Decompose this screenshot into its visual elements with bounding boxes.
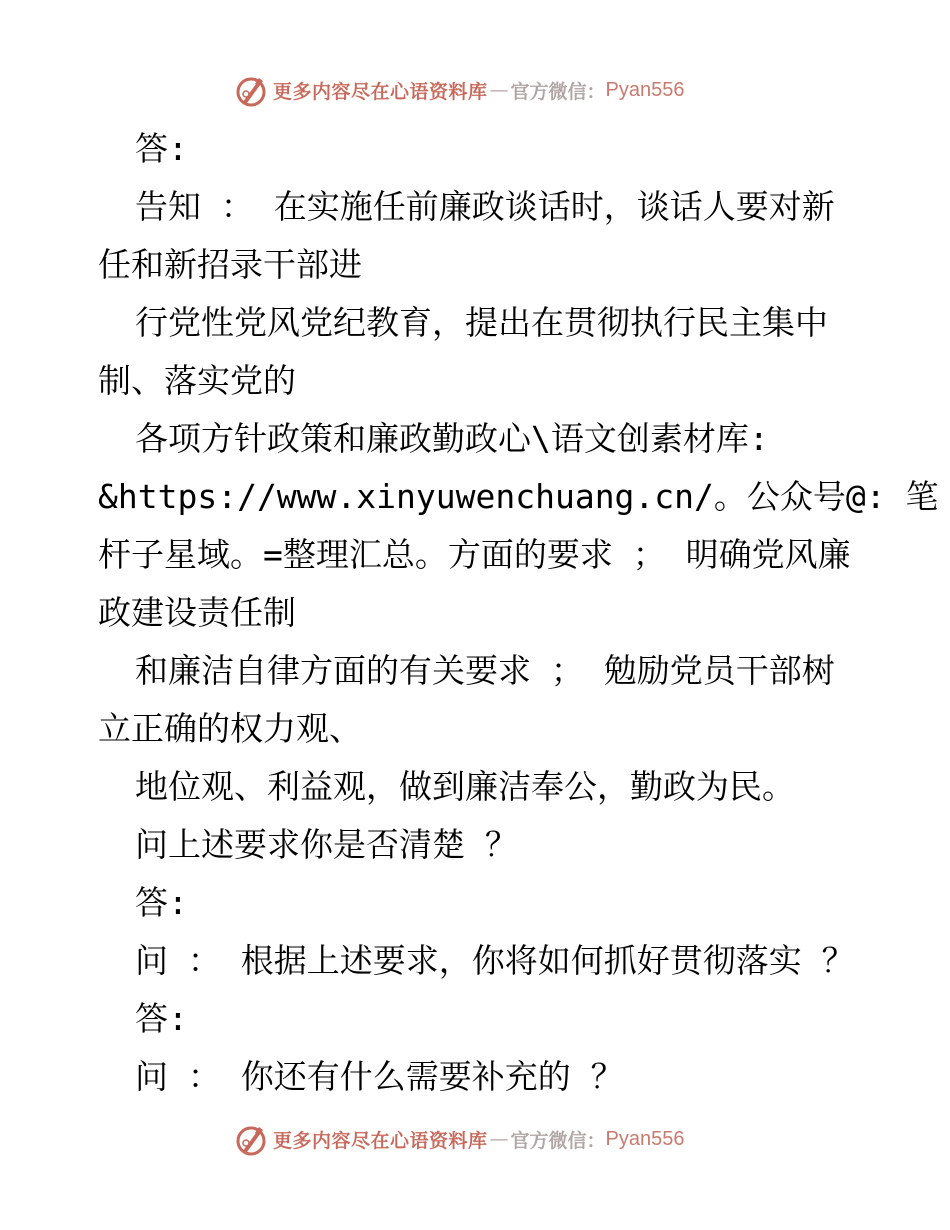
footer-banner [233, 1121, 685, 1157]
quill-pen-logo-icon [233, 72, 269, 108]
body-line: 立正确的权力观、 [98, 709, 362, 748]
body-line: 和廉洁自律方面的有关要求 ； 勉励党员干部树 [135, 651, 835, 690]
body-line: 地位观、利益观，做到廉洁奉公，勤政为民。 [135, 767, 795, 806]
body-line: 行党性党风党纪教育，提出在贯彻执行民主集中 [135, 303, 828, 342]
footer-wechat-id: Pyan556 [605, 1127, 685, 1150]
body-line: 问上述要求你是否清楚 ？ [135, 825, 518, 864]
body-line: 答: [135, 883, 188, 922]
footer-site-text: 更多内容尽在心语资料库 [273, 1129, 488, 1152]
body-line: 问 ： 根据上述要求，你将如何抓好贯彻落实 ？ [135, 941, 855, 980]
document-body [98, 120, 939, 1106]
body-line: 答: [135, 999, 188, 1038]
header-separator: — [489, 79, 509, 101]
quill-pen-logo-icon [233, 1121, 269, 1157]
header-site-text: 更多内容尽在心语资料库 [273, 80, 488, 103]
footer-wechat-label: 官方微信： [510, 1129, 606, 1152]
body-line: 答: [135, 129, 188, 168]
header-wechat-id: Pyan556 [605, 78, 685, 101]
body-line: 告知 ： 在实施任前廉政谈话时，谈话人要对新 [135, 187, 835, 226]
body-line: 制、落实党的 [98, 361, 296, 400]
body-line: 政建设责任制 [98, 593, 296, 632]
footer-separator: — [489, 1128, 509, 1150]
body-line: 问 ： 你还有什么需要补充的 ？ [135, 1057, 624, 1096]
body-line: 杆子星域。=整理汇总。方面的要求 ； 明确党风廉 [98, 535, 851, 574]
header-banner [233, 72, 685, 108]
body-line: 各项方针政策和廉政勤政心\语文创素材库: [135, 419, 769, 458]
header-wechat-label: 官方微信： [510, 80, 606, 103]
body-line: &https://www.xinyuwenchuang.cn/。公众号@: 笔 [98, 477, 939, 516]
body-line: 任和新招录干部进 [98, 245, 362, 284]
